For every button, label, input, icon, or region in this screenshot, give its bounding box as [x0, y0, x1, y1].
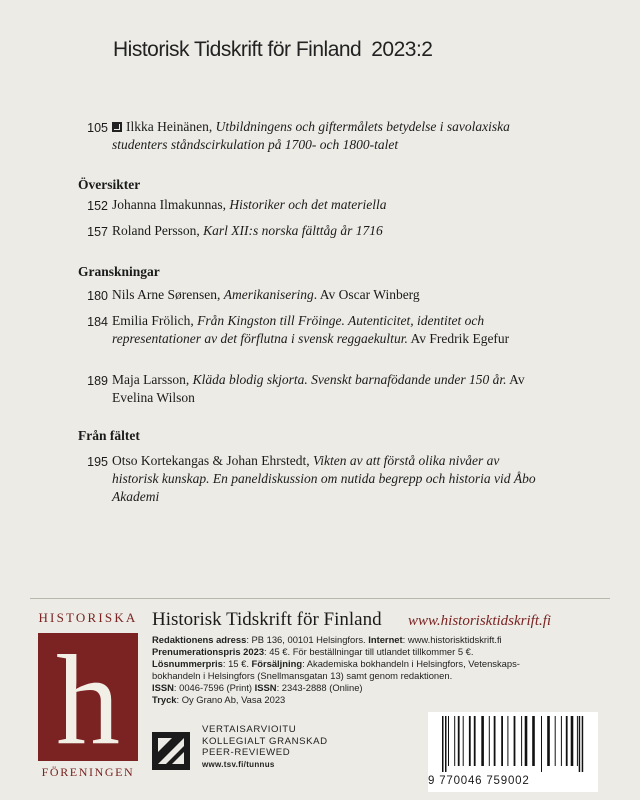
imprint-line: [152, 682, 592, 694]
entry-title: Historiker och det materiella: [229, 197, 387, 212]
toc-entry[interactable]: [78, 452, 548, 506]
barcode-bar: [489, 716, 490, 766]
peer-line-1: VERTAISARVIOITU: [202, 724, 297, 735]
issue-number: 2023:2: [371, 38, 433, 61]
entry-title: Amerikanisering: [223, 287, 314, 302]
page-number: 184: [87, 315, 108, 329]
barcode-bar: [469, 716, 471, 766]
barcode-bar: [577, 716, 578, 766]
imprint-label: Redaktionens adress: [152, 634, 247, 645]
imprint-value: : 2343-2888 (Online): [276, 682, 363, 693]
entry-text: [112, 312, 542, 348]
barcode-bar: [579, 716, 581, 772]
entry-author: Ilkka Heinänen,: [126, 119, 216, 134]
barcode-bar: [442, 716, 444, 772]
barcode-bar: [547, 716, 550, 766]
page-number: 152: [87, 199, 108, 213]
imprint-label: ISSN: [152, 682, 174, 693]
imprint-label: Prenumerationspris 2023: [152, 646, 265, 657]
entry-reviewer: Av Fredrik Egefur: [407, 331, 510, 346]
imprint-details: [152, 634, 592, 706]
imprint-value: : Oy Grano Ab, Vasa 2023: [176, 694, 286, 705]
barcode-bar: [566, 716, 568, 766]
barcode-bars: [428, 712, 598, 776]
toc-entry-open-access[interactable]: [78, 118, 548, 154]
barcode-bar: [501, 716, 503, 766]
imprint-value: : Akademiska bokhandeln i Helsingfors, Vetenskaps-: [302, 658, 520, 669]
barcode-bar: [561, 716, 562, 766]
imprint-label: Tryck: [152, 694, 177, 705]
barcode-bar: [525, 716, 528, 766]
barcode-bar: [555, 716, 556, 766]
imprint-label: Försäljning: [251, 658, 303, 669]
peer-review-icon: [152, 732, 190, 770]
entry-text: [112, 196, 542, 214]
entry-author: Roland Persson,: [112, 223, 204, 238]
page-number: 189: [87, 374, 108, 388]
page-number: 157: [87, 225, 108, 239]
section-heading: Översikter: [78, 177, 141, 192]
journal-title: Historisk Tidskrift för Finland: [113, 38, 362, 61]
imprint-line: [152, 634, 592, 646]
entry-text: [112, 371, 542, 407]
toc-entry[interactable]: [78, 196, 548, 214]
entry-author: Otso Kortekangas & Johan Ehrstedt,: [112, 453, 313, 468]
barcode-bar: [514, 716, 516, 766]
barcode: [428, 712, 598, 792]
entry-title: Kläda blodig skjorta. Svenskt barnafödande under 150 år.: [192, 372, 507, 387]
toc-entry[interactable]: [78, 222, 548, 240]
peer-line-3: PEER-REVIEWED: [202, 747, 291, 758]
entry-title: Vikten av att förstå olika nivåer av historisk kunskap. En paneldiskussion om nutida begrepp och historia vid Åbo Akademi: [112, 453, 536, 504]
entry-reviewer: Av Evelina Wilson: [112, 372, 525, 405]
imprint-line: [152, 658, 592, 670]
imprint-line: [152, 670, 592, 682]
society-logo: [38, 633, 138, 761]
barcode-bar: [481, 716, 484, 766]
journal-website[interactable]: www.historisktidskrift.fi: [408, 613, 552, 629]
entry-text: [112, 452, 542, 506]
page-number: 105: [87, 121, 108, 135]
peer-review-url[interactable]: www.tsv.fi/tunnus: [202, 759, 275, 769]
entry-title: Från Kingston till Fröinge. Autenticitet, identitet och representationer av det förflutna i svensk reggaekultur.: [112, 313, 485, 346]
divider: [30, 598, 610, 599]
entry-text: [112, 286, 542, 304]
barcode-digits: 9 770046 759002: [428, 775, 530, 787]
peer-reviewed-icon: [112, 122, 122, 132]
imprint-label: Internet: [368, 634, 403, 645]
entry-author: Emilia Frölich,: [112, 313, 198, 328]
entry-text: [112, 118, 542, 154]
imprint-value: : www.historisktidskrift.fi: [402, 634, 502, 645]
imprint-value: : PB 136, 00101 Helsingfors.: [246, 634, 369, 645]
logo-letter: h: [56, 633, 120, 761]
journal-header: [113, 38, 432, 62]
section-heading: Från fältet: [78, 428, 140, 443]
barcode-bar: [582, 716, 584, 772]
page-number: 180: [87, 289, 108, 303]
entry-text: [112, 222, 542, 240]
peer-review-text: [202, 724, 328, 770]
society-name-bottom: FÖRENINGEN: [41, 765, 135, 779]
imprint-value: : 15 €.: [222, 658, 252, 669]
barcode-bar: [571, 716, 574, 766]
page-number: 195: [87, 455, 108, 469]
barcode-bar: [474, 716, 476, 766]
toc-entry[interactable]: [78, 286, 548, 304]
entry-author: Johanna Ilmakunnas,: [112, 197, 230, 212]
barcode-bar: [541, 716, 542, 772]
entry-title: Karl XII:s norska fälttåg år 1716: [203, 223, 383, 238]
barcode-bar: [458, 716, 460, 766]
barcode-bar: [507, 716, 508, 766]
barcode-bar: [445, 716, 447, 772]
society-name-top: HISTORISKA: [38, 610, 138, 625]
imprint-value: : 45 €. För beställningar till utlandet tillkommer 5 €.: [264, 646, 474, 657]
imprint-line: [152, 646, 592, 658]
entry-author: Nils Arne Sørensen,: [112, 287, 224, 302]
imprint-line: [152, 694, 592, 706]
barcode-bar: [532, 716, 535, 766]
imprint-title: Historisk Tidskrift för Finland: [152, 609, 382, 630]
toc-entry[interactable]: [78, 312, 548, 348]
imprint-value: bokhandeln i Helsingfors (Snellmansgatan 13) samt genom redaktionen.: [152, 670, 453, 681]
imprint-label: Lösnummerpris: [152, 658, 223, 669]
entry-reviewer: . Av Oscar Winberg: [313, 287, 420, 302]
peer-line-2: KOLLEGIALT GRANSKAD: [202, 735, 328, 747]
barcode-bar: [463, 716, 464, 766]
imprint-label: ISSN: [254, 682, 277, 693]
barcode-bar: [448, 716, 449, 766]
imprint-value: : 0046-7596 (Print): [173, 682, 255, 693]
barcode-bar: [521, 716, 522, 766]
section-heading: Granskningar: [78, 264, 160, 279]
entry-author: Maja Larsson,: [112, 372, 193, 387]
barcode-bar: [454, 716, 455, 766]
entry-title: Utbildningens och giftermålets betydelse i savolaxiska studenters ståndscirkulation på 1700- och 1800-talet: [112, 119, 510, 152]
toc-entry[interactable]: [78, 371, 548, 407]
barcode-bar: [494, 716, 496, 766]
